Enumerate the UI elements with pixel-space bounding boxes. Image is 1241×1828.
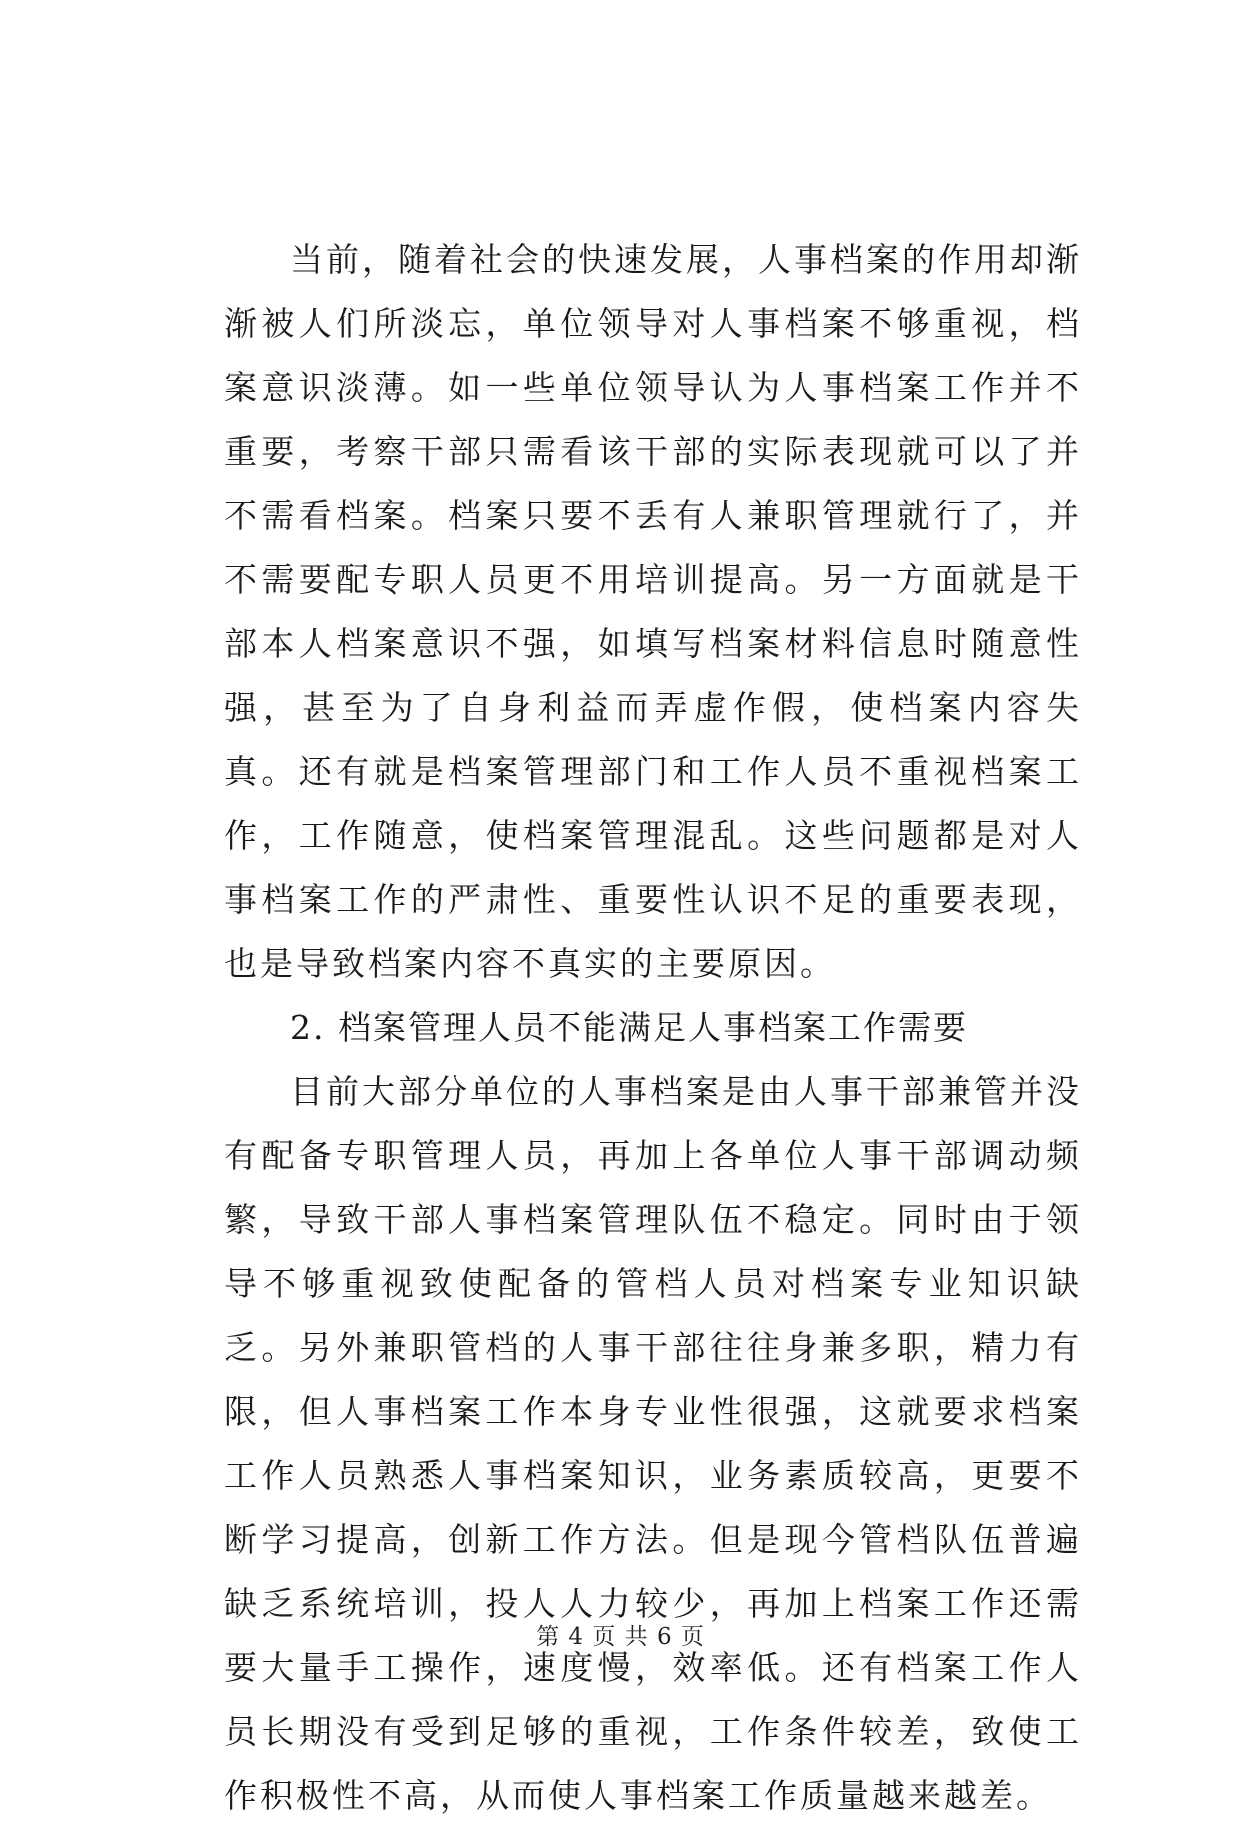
page-footer: 第 4 页 共 6 页: [536, 1624, 705, 1650]
body-paragraph: 当前，随着社会的快速发展，人事档案的作用却渐渐被人们所淡忘，单位领导对人事档案不够重视，档案意识淡薄。如一些单位领导认为人事档案工作并不重要，考察干部只需看该干部的实际表现就可以了并不需看档案。档案只要不丢有人兼职管理就行了，并不需要配专职人员更不用培训提高。另一方面就是干部本人档案意识不强，如填写档案材料信息时随意性强，甚至为了自身利益而弄虚作假，使档案内容失真。还有就是档案管理部门和工作人员不重视档案工作，工作随意，使档案管理混乱。这些问题都是对人事档案工作的严肃性、重要性认识不足的重要表现，也是导致档案内容不真实的主要原因。: [224, 240, 1082, 983]
section-heading: 2. 档案管理人员不能满足人事档案工作需要: [290, 1008, 968, 1047]
document-body: [224, 228, 1082, 1828]
body-paragraph: 目前大部分单位的人事档案是由人事干部兼管并没有配备专职管理人员，再加上各单位人事干部调动频繁，导致干部人事档案管理队伍不稳定。同时由于领导不够重视致使配备的管档人员对档案专业知识缺乏。另外兼职管档的人事干部往往身兼多职，精力有限，但人事档案工作本身专业性很强，这就要求档案工作人员熟悉人事档案知识，业务素质较高，更要不断学习提高，创新工作方法。但是现今管档队伍普遍缺乏系统培训，投人人力较少，再加上档案工作还需要大量手工操作，速度慢，效率低。还有档案工作人员长期没有受到足够的重视，工作条件较差，致使工作积极性不高，从而使人事档案工作质量越来越差。: [224, 1072, 1082, 1815]
